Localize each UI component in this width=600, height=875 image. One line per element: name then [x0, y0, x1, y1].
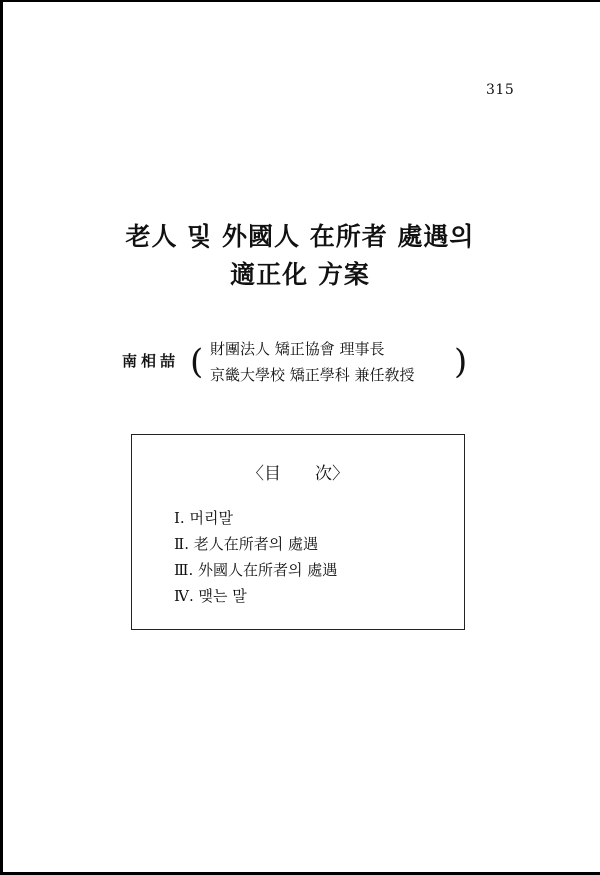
paren-close: )	[454, 342, 468, 382]
page-edge-top	[0, 0, 600, 2]
author-affiliation-2: 京畿大學校 矯正學科 兼任敎授	[210, 366, 415, 384]
page-number: 315	[486, 82, 515, 98]
paper-title	[0, 218, 600, 294]
title-line-1: 老人 및 外國人 在所者 處遇의	[125, 222, 475, 251]
toc-item: Ⅱ. 老人在所者의 處遇	[174, 535, 318, 553]
page-edge-left	[0, 0, 3, 875]
author-name: 南相喆	[122, 352, 180, 370]
toc-item: Ⅰ. 머리말	[174, 509, 233, 527]
toc-list	[174, 505, 337, 609]
title-line-2: 適正化 方案	[230, 260, 370, 289]
toc-heading: 〈目 次〉	[247, 464, 349, 484]
toc-item: Ⅳ. 맺는 말	[174, 587, 247, 605]
author-affiliation-1: 財團法人 矯正協會 理事長	[210, 340, 385, 358]
toc-item: Ⅲ. 外國人在所者의 處遇	[174, 561, 338, 579]
author-block	[108, 338, 488, 388]
paren-open: (	[190, 342, 204, 382]
table-of-contents	[131, 434, 465, 630]
